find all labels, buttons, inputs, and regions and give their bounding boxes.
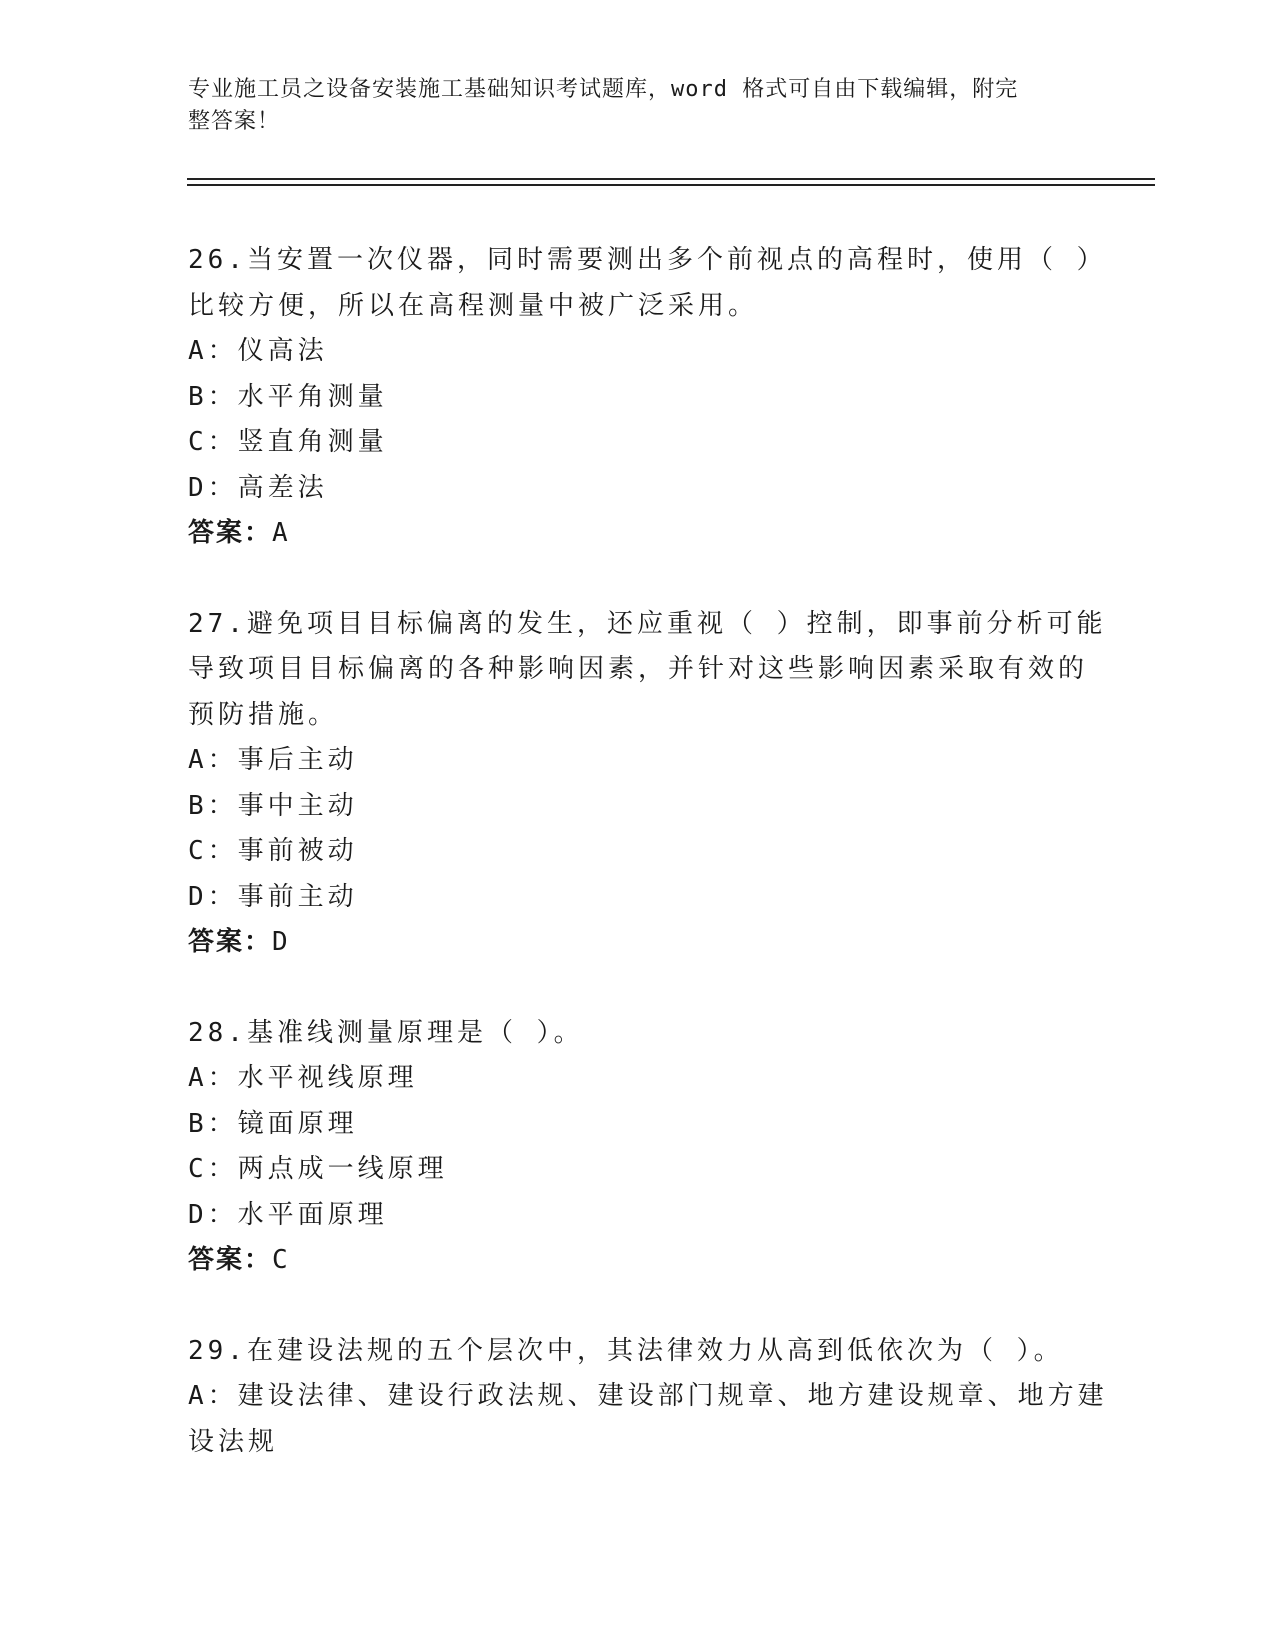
option-a: A：事后主动 (188, 745, 358, 775)
answer-line (188, 1238, 1088, 1284)
option-a: A：仪高法 (188, 336, 328, 366)
question-29 (188, 1329, 1108, 1466)
option-c: C：竖直角测量 (188, 427, 388, 457)
option-a: A：水平视线原理 (188, 1063, 418, 1093)
header-divider-top (187, 178, 1155, 180)
option-b: B：水平角测量 (188, 381, 388, 412)
option-c: C：两点成一线原理 (188, 1154, 448, 1184)
answer-value: A (272, 518, 290, 548)
option-a-continued: 设法规 (188, 1426, 279, 1457)
option-b: B：事中主动 (188, 790, 358, 821)
option-c: C：事前被动 (188, 836, 358, 866)
question-stem-line: 26.当安置一次仪器，同时需要测出多个前视点的高程时，使用（ ） (188, 245, 1107, 275)
header-divider-bottom (187, 184, 1155, 186)
answer-value: D (272, 927, 290, 957)
answer-line (188, 511, 1088, 557)
answer-line (188, 920, 1088, 966)
answer-value: C (272, 1245, 290, 1275)
answer-label: 答案： (188, 518, 273, 548)
question-stem-line: 29.在建设法规的五个层次中，其法律效力从高到低依次为（ ）。 (188, 1335, 1064, 1366)
option-a: A：建设法律、建设行政法规、建设部门规章、地方建设规章、地方建 (188, 1381, 1108, 1411)
question-28 (188, 1011, 1088, 1284)
option-b: B：镜面原理 (188, 1108, 358, 1139)
question-27 (188, 602, 1107, 966)
question-stem-line: 27.避免项目目标偏离的发生，还应重视（ ）控制，即事前分析可能 (188, 608, 1107, 639)
option-d: D：水平面原理 (188, 1199, 388, 1230)
answer-label: 答案： (188, 927, 273, 957)
header-line-2: 整答案！ (188, 109, 281, 134)
question-stem-line: 导致项目目标偏离的各种影响因素，并针对这些影响因素采取有效的 (188, 654, 1089, 684)
option-d: D：高差法 (188, 472, 328, 503)
header-line-1: 专业施工员之设备安装施工基础知识考试题库，word 格式可自由下载编辑，附完 (188, 77, 1019, 102)
question-stem-line: 比较方便，所以在高程测量中被广泛采用。 (188, 290, 759, 321)
question-stem-line: 28.基准线测量原理是（ ）。 (188, 1017, 584, 1048)
answer-label: 答案： (188, 1245, 273, 1275)
option-d: D：事前主动 (188, 881, 358, 912)
question-stem-line: 预防措施。 (188, 699, 339, 730)
document-header (188, 74, 1068, 138)
question-list (188, 238, 1108, 1510)
question-26 (188, 238, 1107, 557)
